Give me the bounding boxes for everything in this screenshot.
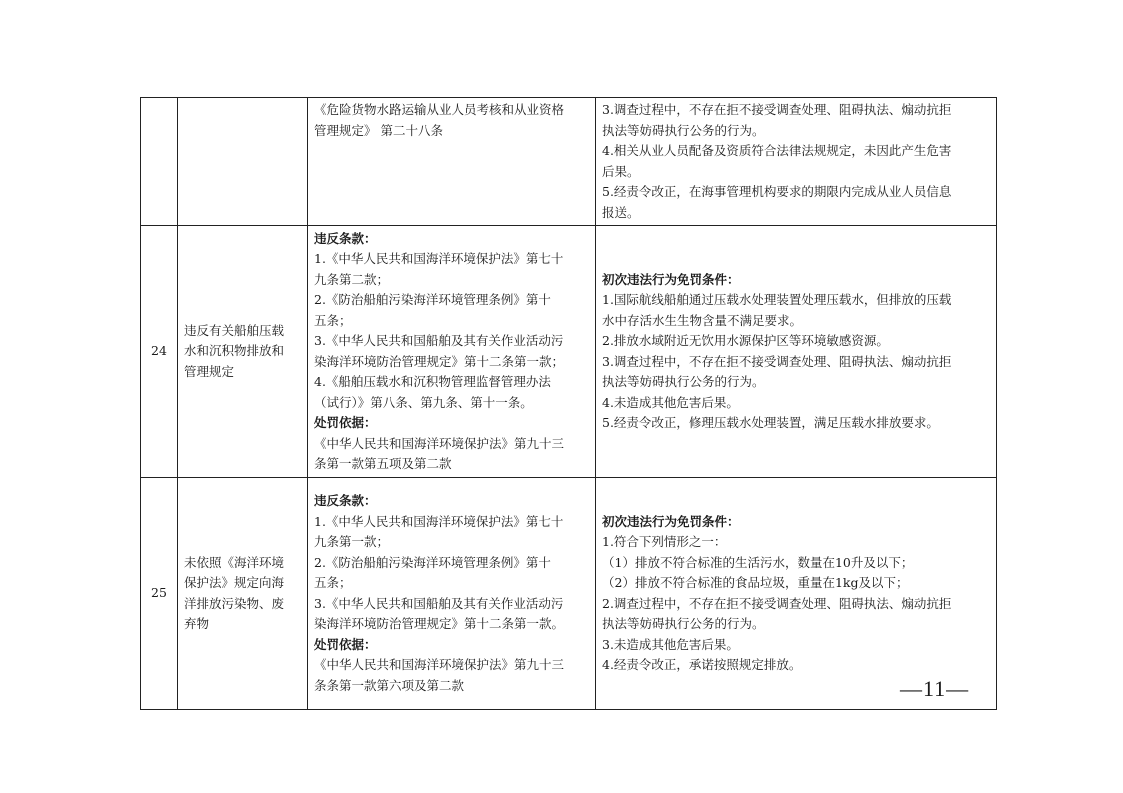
legal-basis-cell: [308, 478, 596, 710]
legal-basis-line: 管理规定》 第二十八条: [314, 122, 443, 138]
exemption-condition-line: 2.调查过程中，不存在拒不接受调查处理、阻碍执法、煽动抗拒: [602, 595, 952, 611]
table-row: [141, 98, 997, 226]
violation-name-line: 管理规定: [184, 363, 235, 379]
violation-name-line: 洋排放污染物、废: [184, 595, 285, 611]
legal-basis-line: 染海洋环境防治管理规定》第十二条第一款；: [314, 353, 565, 369]
exemption-conditions-cell: [596, 226, 997, 478]
legal-basis-line: 条第一款第五项及第二款: [314, 456, 452, 471]
exemption-conditions-cell: [596, 478, 997, 710]
legal-basis-line: 染海洋环境防治管理规定》第十二条第一款。: [314, 616, 565, 631]
legal-basis-line: （试行）》第八条、第九条、第十一条。: [314, 394, 533, 410]
legal-basis-cell: [308, 226, 596, 478]
exemption-condition-line: 4.未造成其他危害后果。: [602, 394, 739, 410]
legal-basis-line: 《中华人民共和国海洋环境保护法》第九十三: [314, 657, 565, 672]
legal-basis-line: 违反条款：: [314, 493, 377, 508]
legal-basis-line: 1.《中华人民共和国海洋环境保护法》第七十: [314, 251, 564, 266]
violation-name-cell: [178, 98, 308, 226]
exemption-condition-line: 3.调查过程中，不存在拒不接受调查处理、阻碍执法、煽动抗拒: [602, 102, 952, 117]
legal-basis-line: 条条第一款第六项及第二款: [314, 677, 465, 693]
table-row: [141, 226, 997, 478]
row-number-cell: [141, 98, 178, 226]
violation-name-line: 未依照《海洋环境: [184, 554, 285, 570]
legal-basis-line: 4.《船舶压载水和沉积物管理监督管理办法: [314, 374, 551, 389]
exemption-condition-line: 3.未造成其他危害后果。: [602, 636, 739, 652]
legal-basis-line: 九条第一款；: [314, 534, 390, 549]
legal-basis-line: 3.《中华人民共和国船舶及其有关作业活动污: [314, 333, 564, 348]
violation-name-line: 水和沉积物排放和: [184, 343, 285, 359]
legal-basis-line: 五条；: [314, 575, 352, 590]
legal-basis-line: 1.《中华人民共和国海洋环境保护法》第七十: [314, 513, 564, 529]
legal-basis-cell: [308, 98, 596, 226]
exemption-condition-line: 初次违法行为免罚条件：: [602, 513, 740, 529]
legal-basis-line: 3.《中华人民共和国船舶及其有关作业活动污: [314, 595, 564, 611]
exemption-condition-line: 报送。: [602, 204, 640, 220]
exemption-condition-line: 后果。: [602, 163, 640, 179]
violation-name-cell: [178, 226, 308, 478]
table-row: [141, 478, 997, 710]
legal-basis-line: 处罚依据：: [314, 415, 377, 430]
legal-basis-line: 违反条款：: [314, 230, 377, 246]
exemption-condition-line: 水中存活水生生物含量不满足要求。: [602, 312, 803, 328]
exemption-condition-line: 2.排放水域附近无饮用水源保护区等环境敏感资源。: [602, 333, 889, 348]
legal-basis-line: 2.《防治船舶污染海洋环境管理条例》第十: [314, 554, 551, 570]
legal-basis-line: 处罚依据：: [314, 636, 377, 652]
violation-name-line: 保护法》规定向海: [184, 575, 285, 590]
exemption-condition-line: 4.经责令改正，承诺按照规定排放。: [602, 657, 802, 672]
exemption-condition-line: 初次违法行为免罚条件：: [602, 271, 740, 287]
exemption-condition-line: 1.国际航线船舶通过压载水处理装置处理压载水，但排放的压载: [602, 292, 952, 307]
page-number: —11—: [900, 676, 970, 701]
legal-basis-line: 《中华人民共和国海洋环境保护法》第九十三: [314, 435, 565, 451]
exemption-condition-line: 5.经责令改正，修理压载水处理装置，满足压载水排放要求。: [602, 415, 939, 430]
violation-name-cell: [178, 478, 308, 710]
legal-basis-line: 2.《防治船舶污染海洋环境管理条例》第十: [314, 292, 551, 307]
exemption-conditions-cell: [596, 98, 997, 226]
legal-basis-line: 五条；: [314, 312, 352, 328]
row-number-cell: 25: [141, 478, 178, 710]
exemption-condition-line: 执法等妨碍执行公务的行为。: [602, 374, 765, 389]
row-number-cell: 24: [141, 226, 178, 478]
violation-name-line: 违反有关船舶压载: [184, 322, 285, 338]
violation-name-line: 弃物: [184, 616, 210, 631]
table-body: [141, 98, 997, 710]
exemption-condition-line: 执法等妨碍执行公务的行为。: [602, 616, 765, 631]
exemption-condition-line: 执法等妨碍执行公务的行为。: [602, 122, 765, 138]
exemption-condition-line: 3.调查过程中，不存在拒不接受调查处理、阻碍执法、煽动抗拒: [602, 353, 952, 369]
exemption-condition-line: 4.相关从业人员配备及资质符合法律法规规定，未因此产生危害: [602, 143, 952, 158]
regulation-table: [140, 97, 997, 710]
legal-basis-line: 《危险货物水路运输从业人员考核和从业资格: [314, 102, 565, 117]
exemption-condition-line: （2）排放不符合标准的食品垃圾，重量在1kg及以下；: [602, 575, 909, 590]
legal-basis-line: 九条第二款；: [314, 271, 390, 287]
exemption-condition-line: 5.经责令改正，在海事管理机构要求的期限内完成从业人员信息: [602, 184, 952, 199]
exemption-condition-line: 1.符合下列情形之一：: [602, 534, 727, 549]
exemption-condition-line: （1）排放不符合标准的生活污水，数量在10升及以下；: [602, 554, 914, 570]
